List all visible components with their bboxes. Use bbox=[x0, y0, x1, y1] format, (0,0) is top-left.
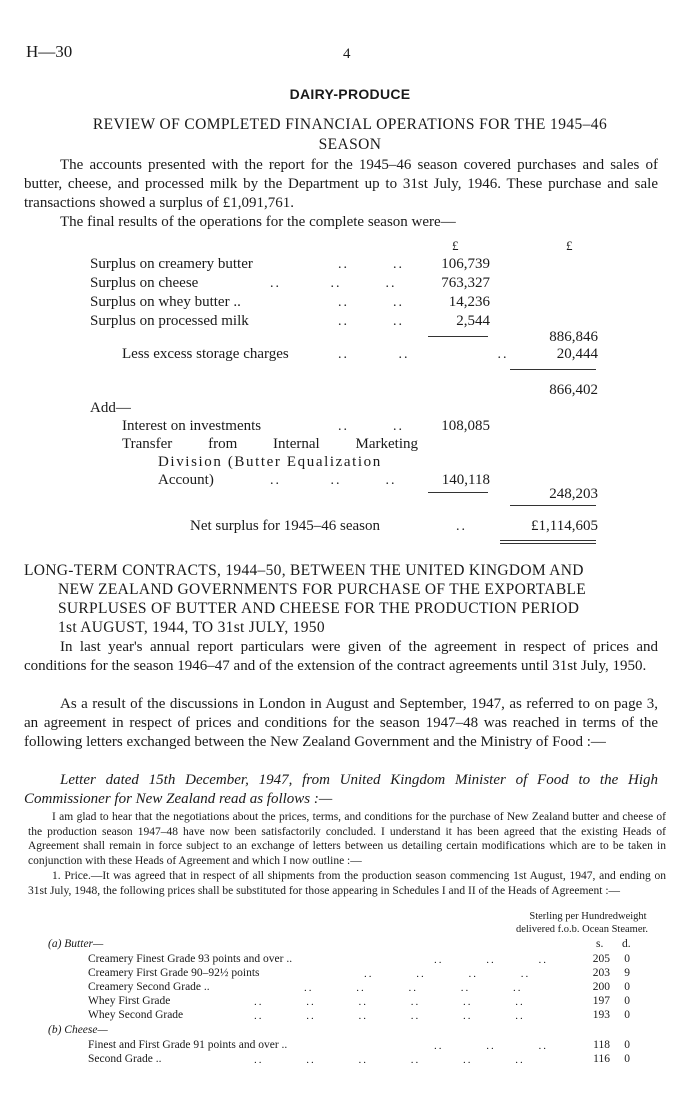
price-pence: 0 bbox=[624, 1053, 630, 1065]
long-term-heading-line2: NEW ZEALAND GOVERNMENTS FOR PURCHASE OF THE EXPORTABLE bbox=[58, 581, 586, 598]
column-rule bbox=[428, 336, 488, 337]
transfer-line2: Division (Butter Equalization bbox=[158, 454, 382, 470]
cheese-section-label: (b) Cheese— bbox=[48, 1024, 108, 1036]
double-rule-bottom bbox=[500, 543, 596, 544]
currency-header-col1: £ bbox=[452, 238, 459, 253]
less-storage-value: 20,444 bbox=[556, 346, 598, 362]
long-term-heading-line1: LONG-TERM CONTRACTS, 1944–50, BETWEEN THE UNITED KINGDOM AND bbox=[24, 562, 584, 579]
add-total-value: 248,203 bbox=[549, 486, 598, 502]
price-row-label: Creamery Second Grade .. bbox=[88, 981, 210, 993]
add-label: Add— bbox=[90, 400, 131, 416]
review-heading-line2: SEASON bbox=[318, 136, 382, 153]
price-row-label: Creamery First Grade 90–92½ points bbox=[88, 967, 260, 979]
surplus-row-value: 2,544 bbox=[456, 313, 490, 329]
surplus-row-value: 106,739 bbox=[441, 256, 490, 272]
price-pence: 0 bbox=[624, 995, 630, 1007]
letter-body: I am glad to hear that the negotiations about the prices, terms, and conditions for the purchase of New Zealand butter and cheese of the production season 1947–48 have now been satisfactorily concluded. I understand it has been agreed that the existing Heads of Agreement shall remain in force subject to an exchange of letters between us detailing certain modifications which are to be taken in conjunction with these Heads of Agreement and which I now outline :— bbox=[28, 811, 666, 867]
long-term-heading-line3: SURPLUSES OF BUTTER AND CHEESE FOR THE PRODUCTION PERIOD bbox=[58, 600, 580, 617]
price-row-label: Finest and First Grade 91 points and over .. bbox=[88, 1039, 288, 1051]
paragraph-last-year: In last year's annual report particulars were given of the agreement in respect of prices and conditions for the season 1946–47 and of the extension of the contract agreements until 31st July, 1950. bbox=[24, 639, 658, 674]
double-rule-top bbox=[500, 540, 596, 541]
price-row-label: Second Grade .. bbox=[88, 1053, 162, 1065]
long-term-heading-line4: 1st AUGUST, 1944, TO 31st JULY, 1950 bbox=[58, 619, 325, 636]
price-shillings: 203 bbox=[592, 967, 610, 979]
price-shillings: 205 bbox=[592, 953, 610, 965]
transfer-value: 140,118 bbox=[441, 472, 490, 488]
unit-pence: d. bbox=[622, 938, 631, 950]
currency-header-col2: £ bbox=[566, 238, 573, 253]
column-rule bbox=[510, 505, 596, 506]
column-rule bbox=[428, 492, 488, 493]
page-header-code: H—30 bbox=[26, 42, 73, 61]
price-pence: 0 bbox=[624, 1009, 630, 1021]
after-less-value: 866,402 bbox=[549, 382, 598, 398]
surplus-row-value: 14,236 bbox=[448, 294, 490, 310]
surplus-row-label: Surplus on creamery butter bbox=[90, 256, 253, 272]
price-column-header-line1: Sterling per Hundredweight bbox=[529, 911, 647, 922]
paragraph-discussions: As a result of the discussions in London in August and September, 1947, as referred to on page 3, an agreement in respect of prices and conditions for the season 1947–48 was reached in terms of the following letters exchanged between the New Zealand Government and the Ministry of Food :— bbox=[24, 696, 658, 750]
price-row-label: Whey Second Grade bbox=[88, 1009, 184, 1021]
surplus-row-label: Surplus on processed milk bbox=[90, 313, 249, 329]
butter-section-label: (a) Butter— bbox=[48, 938, 104, 950]
transfer-line1: Transfer from Internal Marketing bbox=[122, 436, 418, 452]
price-clause: 1. Price.—It was agreed that in respect of all shipments from the production season commencing 1st August, 1947, and ending on 31st July, 1948, the following prices shall be substituted for those appearing in Schedules I and II of the Heads of Agreement :— bbox=[28, 870, 666, 897]
price-row-label: Creamery Finest Grade 93 points and over .. bbox=[88, 953, 293, 965]
page-number: 4 bbox=[343, 46, 351, 62]
price-row-label: Whey First Grade bbox=[88, 995, 171, 1007]
net-surplus-label: Net surplus for 1945–46 season bbox=[190, 518, 380, 534]
price-shillings: 197 bbox=[592, 995, 610, 1007]
subtotal-value: 886,846 bbox=[549, 329, 598, 345]
final-results-line: The final results of the operations for the complete season were— bbox=[60, 214, 456, 230]
price-shillings: 116 bbox=[593, 1053, 610, 1065]
transfer-line3: Account) bbox=[158, 472, 214, 488]
price-shillings: 118 bbox=[593, 1039, 610, 1051]
price-column-header-line2: delivered f.o.b. Ocean Steamer. bbox=[515, 924, 649, 935]
interest-value: 108,085 bbox=[441, 418, 490, 434]
intro-paragraph: The accounts presented with the report for the 1945–46 season covered purchases and sales of butter, cheese, and processed milk by the Department up to 31st July, 1946. These purchase and sale transactions showed a surplus of £1,091,761. bbox=[24, 157, 658, 211]
interest-label: Interest on investments bbox=[122, 418, 262, 434]
net-surplus-value: £1,114,605 bbox=[531, 518, 598, 534]
price-pence: 0 bbox=[624, 981, 630, 993]
price-pence: 0 bbox=[624, 953, 630, 965]
page-title: DAIRY-PRODUCE bbox=[289, 86, 411, 102]
unit-shillings: s. bbox=[596, 938, 604, 950]
column-rule bbox=[510, 369, 596, 370]
surplus-row-label: Surplus on cheese bbox=[90, 275, 199, 291]
surplus-row-value: 763,327 bbox=[441, 275, 490, 291]
surplus-row-label: Surplus on whey butter .. bbox=[90, 294, 241, 310]
price-shillings: 200 bbox=[592, 981, 610, 993]
review-heading-line1: REVIEW OF COMPLETED FINANCIAL OPERATIONS FOR THE 1945–46 bbox=[92, 116, 608, 133]
letter-intro: Letter dated 15th December, 1947, from United Kingdom Minister of Food to the High Commissioner for New Zealand read as follows :— bbox=[24, 772, 658, 807]
price-shillings: 193 bbox=[592, 1009, 610, 1021]
less-storage-label: Less excess storage charges bbox=[122, 346, 289, 362]
price-pence: 0 bbox=[624, 1039, 630, 1051]
price-pence: 9 bbox=[624, 967, 630, 979]
